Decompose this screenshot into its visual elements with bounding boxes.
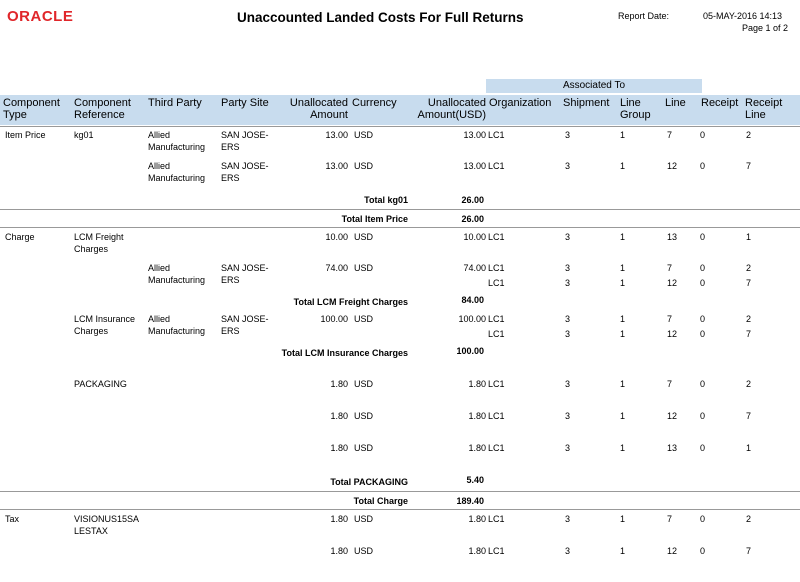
header-receipt: Receipt — [701, 97, 739, 109]
total-charge-value: 189.40 — [456, 496, 484, 506]
cell-org: LC1 — [488, 379, 505, 389]
report-title: Unaccounted Landed Costs For Full Returns — [237, 10, 524, 25]
cell-org: LC1 — [488, 278, 505, 288]
cell-line: 12 — [667, 329, 678, 339]
cell-org: LC1 — [488, 263, 505, 273]
header-line-group: Line Group — [620, 97, 651, 121]
cell-line: 7 — [667, 514, 673, 524]
cell-cur: USD — [354, 232, 374, 242]
cell-line: 7 — [667, 263, 673, 273]
cell-ship: 3 — [565, 379, 571, 389]
cell-amt: 100.00 — [320, 314, 348, 324]
cell-ship: 3 — [565, 161, 571, 171]
cell-ship: 3 — [565, 411, 571, 421]
third-party: Allied Manufacturing — [148, 161, 206, 183]
cell-rl: 2 — [746, 263, 752, 273]
cell-rc: 0 — [700, 329, 706, 339]
cell-line: 12 — [667, 278, 678, 288]
cell-line: 12 — [667, 161, 678, 171]
header-currency: Currency — [352, 97, 397, 109]
header-third-party: Third Party — [148, 97, 202, 109]
cell-line: 12 — [667, 411, 678, 421]
group-divider — [0, 491, 800, 492]
cell-rl: 7 — [746, 546, 752, 556]
cell-org: LC1 — [488, 161, 505, 171]
header-receipt-line: Receipt Line — [745, 97, 783, 121]
cell-amt: 13.00 — [325, 161, 348, 171]
cell-org: LC1 — [488, 232, 505, 242]
group-divider — [0, 509, 800, 510]
cell-rl: 2 — [746, 514, 752, 524]
report-date-label: Report Date: — [618, 11, 670, 21]
group-tax: Tax — [5, 514, 20, 524]
total-item-price-value: 26.00 — [461, 214, 484, 224]
cell-org: LC1 — [488, 314, 505, 324]
cell-rl: 7 — [746, 161, 752, 171]
header-party-site: Party Site — [221, 97, 269, 109]
cell-ship: 3 — [565, 329, 571, 339]
cell-cur: USD — [354, 161, 374, 171]
cell-rc: 0 — [700, 130, 706, 140]
cell-usd: 13.00 — [463, 161, 486, 171]
cell-rl: 1 — [746, 443, 752, 453]
ref-lcm-freight: LCM Freight Charges — [74, 232, 124, 254]
cell-lg: 1 — [620, 379, 626, 389]
cell-rl: 7 — [746, 278, 752, 288]
total-lcm-insurance-label: Total LCM Insurance Charges — [281, 348, 408, 358]
cell-rl: 2 — [746, 379, 752, 389]
cell-lg: 1 — [620, 278, 626, 288]
ref-kg01: kg01 — [74, 130, 94, 140]
cell-rl: 7 — [746, 329, 752, 339]
cell-usd: 1.80 — [468, 379, 486, 389]
party-site: SAN JOSE- ERS — [221, 130, 269, 152]
header-shipment: Shipment — [563, 97, 610, 109]
cell-lg: 1 — [620, 263, 626, 273]
cell-ship: 3 — [565, 546, 571, 556]
cell-cur: USD — [354, 411, 374, 421]
cell-ship: 3 — [565, 314, 571, 324]
cell-cur: USD — [354, 379, 374, 389]
cell-lg: 1 — [620, 514, 626, 524]
page-number: Page 1 of 2 — [742, 23, 789, 33]
total-kg01-value: 26.00 — [461, 195, 484, 205]
cell-rc: 0 — [700, 379, 706, 389]
cell-lg: 1 — [620, 411, 626, 421]
cell-usd: 1.80 — [468, 546, 486, 556]
cell-cur: USD — [354, 546, 374, 556]
party-site: SAN JOSE- ERS — [221, 263, 269, 285]
group-divider — [0, 227, 800, 228]
cell-usd: 13.00 — [463, 130, 486, 140]
cell-rc: 0 — [700, 263, 706, 273]
cell-ship: 3 — [565, 263, 571, 273]
ref-packaging: PACKAGING — [74, 379, 127, 389]
cell-ship: 3 — [565, 130, 571, 140]
third-party: Allied Manufacturing — [148, 314, 206, 336]
header-component-reference: Component Reference — [74, 97, 131, 121]
total-item-price-label: Total Item Price — [341, 214, 408, 224]
cell-rc: 0 — [700, 546, 706, 556]
report-date: 05-MAY-2016 14:13 — [703, 11, 783, 21]
header-line: Line — [665, 97, 686, 109]
cell-usd: 1.80 — [468, 514, 486, 524]
cell-ship: 3 — [565, 278, 571, 288]
cell-line: 13 — [667, 443, 678, 453]
cell-amt: 1.80 — [330, 546, 348, 556]
third-party: Allied Manufacturing — [148, 263, 206, 285]
total-packaging-label: Total PACKAGING — [330, 477, 408, 487]
ref-lcm-insurance: LCM Insurance Charges — [74, 314, 136, 336]
cell-line: 7 — [667, 379, 673, 389]
group-charge: Charge — [5, 232, 35, 242]
cell-rc: 0 — [700, 232, 706, 242]
total-charge-label: Total Charge — [353, 496, 408, 506]
cell-usd: 100.00 — [458, 314, 486, 324]
cell-rc: 0 — [700, 443, 706, 453]
cell-cur: USD — [354, 443, 374, 453]
header-unallocated-amount-usd: Unallocated Amount(USD) — [417, 97, 486, 121]
cell-lg: 1 — [620, 161, 626, 171]
cell-amt: 1.80 — [330, 514, 348, 524]
third-party: Allied Manufacturing — [148, 130, 206, 152]
group-divider — [0, 209, 800, 210]
cell-lg: 1 — [620, 232, 626, 242]
cell-usd: 1.80 — [468, 443, 486, 453]
total-lcm-freight-value: 84.00 — [461, 295, 484, 305]
cell-org: LC1 — [488, 411, 505, 421]
cell-line: 13 — [667, 232, 678, 242]
total-packaging-value: 5.40 — [466, 475, 484, 485]
header-organization: Organization — [489, 97, 552, 109]
cell-rl: 7 — [746, 411, 752, 421]
cell-ship: 3 — [565, 232, 571, 242]
cell-cur: USD — [354, 263, 374, 273]
cell-amt: 10.00 — [325, 232, 348, 242]
cell-org: LC1 — [488, 130, 505, 140]
cell-rl: 2 — [746, 314, 752, 324]
total-lcm-insurance-value: 100.00 — [456, 346, 484, 356]
header-divider — [0, 126, 800, 127]
cell-rc: 0 — [700, 411, 706, 421]
cell-org: LC1 — [488, 443, 505, 453]
cell-amt: 1.80 — [330, 411, 348, 421]
associated-to-header: Associated To — [486, 79, 702, 93]
cell-lg: 1 — [620, 329, 626, 339]
cell-line: 7 — [667, 130, 673, 140]
cell-amt: 1.80 — [330, 379, 348, 389]
party-site: SAN JOSE- ERS — [221, 161, 269, 183]
cell-usd: 74.00 — [463, 263, 486, 273]
ref-visionus: VISIONUS15SA LESTAX — [74, 514, 140, 536]
cell-cur: USD — [354, 314, 374, 324]
total-lcm-freight-label: Total LCM Freight Charges — [293, 297, 408, 307]
cell-lg: 1 — [620, 130, 626, 140]
cell-lg: 1 — [620, 314, 626, 324]
cell-rc: 0 — [700, 514, 706, 524]
cell-cur: USD — [354, 130, 374, 140]
cell-rl: 1 — [746, 232, 752, 242]
cell-ship: 3 — [565, 443, 571, 453]
header-component-type: Component Type — [3, 97, 60, 121]
group-item-price: Item Price — [5, 130, 46, 140]
cell-org: LC1 — [488, 514, 505, 524]
cell-rc: 0 — [700, 314, 706, 324]
cell-ship: 3 — [565, 514, 571, 524]
cell-rc: 0 — [700, 161, 706, 171]
header-unallocated-amount: Unallocated Amount — [289, 97, 348, 121]
total-kg01-label: Total kg01 — [364, 195, 408, 205]
cell-org: LC1 — [488, 546, 505, 556]
cell-rc: 0 — [700, 278, 706, 288]
cell-amt: 74.00 — [325, 263, 348, 273]
cell-line: 12 — [667, 546, 678, 556]
cell-lg: 1 — [620, 443, 626, 453]
cell-usd: 10.00 — [463, 232, 486, 242]
cell-rl: 2 — [746, 130, 752, 140]
cell-org: LC1 — [488, 329, 505, 339]
table-header — [0, 95, 800, 125]
cell-amt: 13.00 — [325, 130, 348, 140]
cell-usd: 1.80 — [468, 411, 486, 421]
cell-amt: 1.80 — [330, 443, 348, 453]
cell-cur: USD — [354, 514, 374, 524]
party-site: SAN JOSE- ERS — [221, 314, 269, 336]
cell-line: 7 — [667, 314, 673, 324]
cell-lg: 1 — [620, 546, 626, 556]
oracle-logo: ORACLE — [7, 8, 74, 25]
